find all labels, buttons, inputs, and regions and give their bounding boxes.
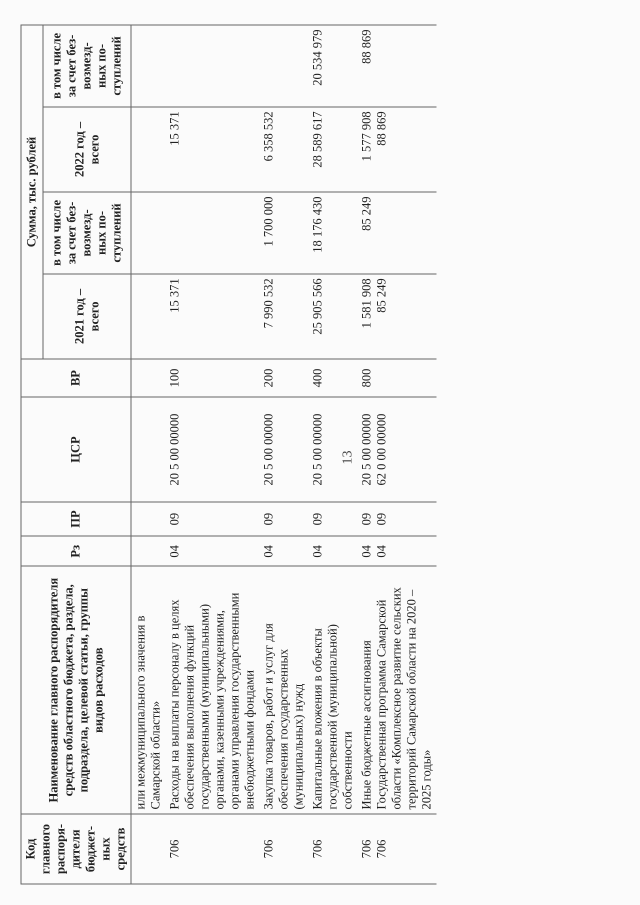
row-name-pair [358,566,437,814]
table-row [166,25,260,884]
header-2022-free: в том числе за счет без- возмезд- ных по- ступлений [43,25,131,107]
table-row [358,25,437,884]
row-csr-pair [358,397,437,502]
row-2021-total: 85 249 [374,278,389,313]
row-2022-total: 28 589 617 [309,107,358,192]
row-2021-total: 7 990 532 [260,274,309,359]
header-pr: ПР [21,502,131,536]
row-2022-total: 1 577 908 [359,111,374,162]
row-rz: 04 [359,545,374,558]
header-rz: Рз [21,536,131,566]
row-2022-free [166,25,260,107]
row-2021-free: 1 700 000 [260,192,309,274]
row-csr: 20 5 00 00000 [359,413,374,486]
row-rz-pair [358,536,437,566]
row-code-pair [358,814,437,884]
row-2022-free: 20 534 979 [309,25,358,107]
row-rz: 04 [374,545,389,558]
rotated-content [1,0,640,905]
row-vr: 200 [260,359,309,397]
table-row [309,25,358,884]
row-vr-pair [358,359,437,397]
row-vr: 400 [309,359,358,397]
row-csr: 20 5 00 00000 [166,397,260,502]
row-2021-free: 85 249 [359,196,374,231]
row-2022-total: 15 371 [166,107,260,192]
continuation-text: или межмуниципального значения в Самарской области» [131,566,166,814]
row-pr: 09 [374,512,389,526]
row-name: Иные бюджетные ассигнования [359,640,374,810]
row-code: 706 [309,814,358,884]
row-csr: 20 5 00 00000 [309,397,358,502]
row-2021-total: 1 581 908 [359,278,374,329]
row-2021-free: 18 176 430 [309,192,358,274]
row-csr: 20 5 00 00000 [260,397,309,502]
row-2022-free-pair [358,25,437,107]
header-2021-total: 2021 год – всего [43,274,131,359]
row-2022-total: 88 869 [374,111,389,146]
row-vr: 100 [166,359,260,397]
row-2021-free [166,192,260,274]
row-code: 706 [260,814,309,884]
row-2022-total: 6 358 532 [260,107,309,192]
row-code: 706 [359,839,374,859]
row-2022-free [260,25,309,107]
table-row [260,25,309,884]
row-2021-total: 25 905 566 [309,274,358,359]
row-2021-total-pair [358,274,437,359]
row-2021-total: 15 371 [166,274,260,359]
row-name: Расходы на выплаты персоналу в целях обеспечения выполнения функций государственными (муниципальными) органами, казенными учреждениями, органами управления государственными внебюджетными фондами [166,566,260,814]
row-name: Капитальные вложения в объекты государственной (муниципальной) собственности [309,566,358,814]
row-rz: 04 [166,536,260,566]
row-rz: 04 [260,536,309,566]
row-2021-free-pair [358,192,437,274]
header-2022-total: 2022 год – всего [43,107,131,192]
row-rz: 04 [309,536,358,566]
header-sum-group: Сумма, тыс. рублей [21,25,43,359]
row-code: 706 [166,814,260,884]
row-pr: 09 [166,502,260,536]
row-pr: 09 [309,502,358,536]
row-pr: 09 [359,512,374,526]
row-name: Государственная программа Самарской области «Комплексное развитие сельских территорий Самарской области на 2020 – 2025 годы» [374,587,434,810]
row-2022-free: 88 869 [359,29,374,64]
row-pr-pair [358,502,437,536]
row-code: 706 [374,839,389,859]
row-vr: 800 [359,368,374,388]
header-csr: ЦСР [21,397,131,502]
row-csr: 62 0 00 00000 [374,413,389,486]
row-pr: 09 [260,502,309,536]
row-2022-total-pair [358,107,437,192]
header-vr: ВР [21,359,131,397]
header-2021-free: в том числе за счет без- возмезд- ных по- ступлений [43,192,131,274]
page-number: 13 [340,450,356,465]
header-row [21,25,43,884]
header-code: Код главного распоря- дителя бюджет- ных средств [21,814,131,884]
continuation-row [131,25,166,884]
row-name: Закупка товаров, работ и услуг для обеспечения государственных (муниципальных) нужд [260,566,309,814]
header-name: Наименование главного распорядителя средств областного бюджета, раздела, подраздела, целевой статьи, группы видов расходов [21,566,131,814]
budget-table [21,25,437,885]
